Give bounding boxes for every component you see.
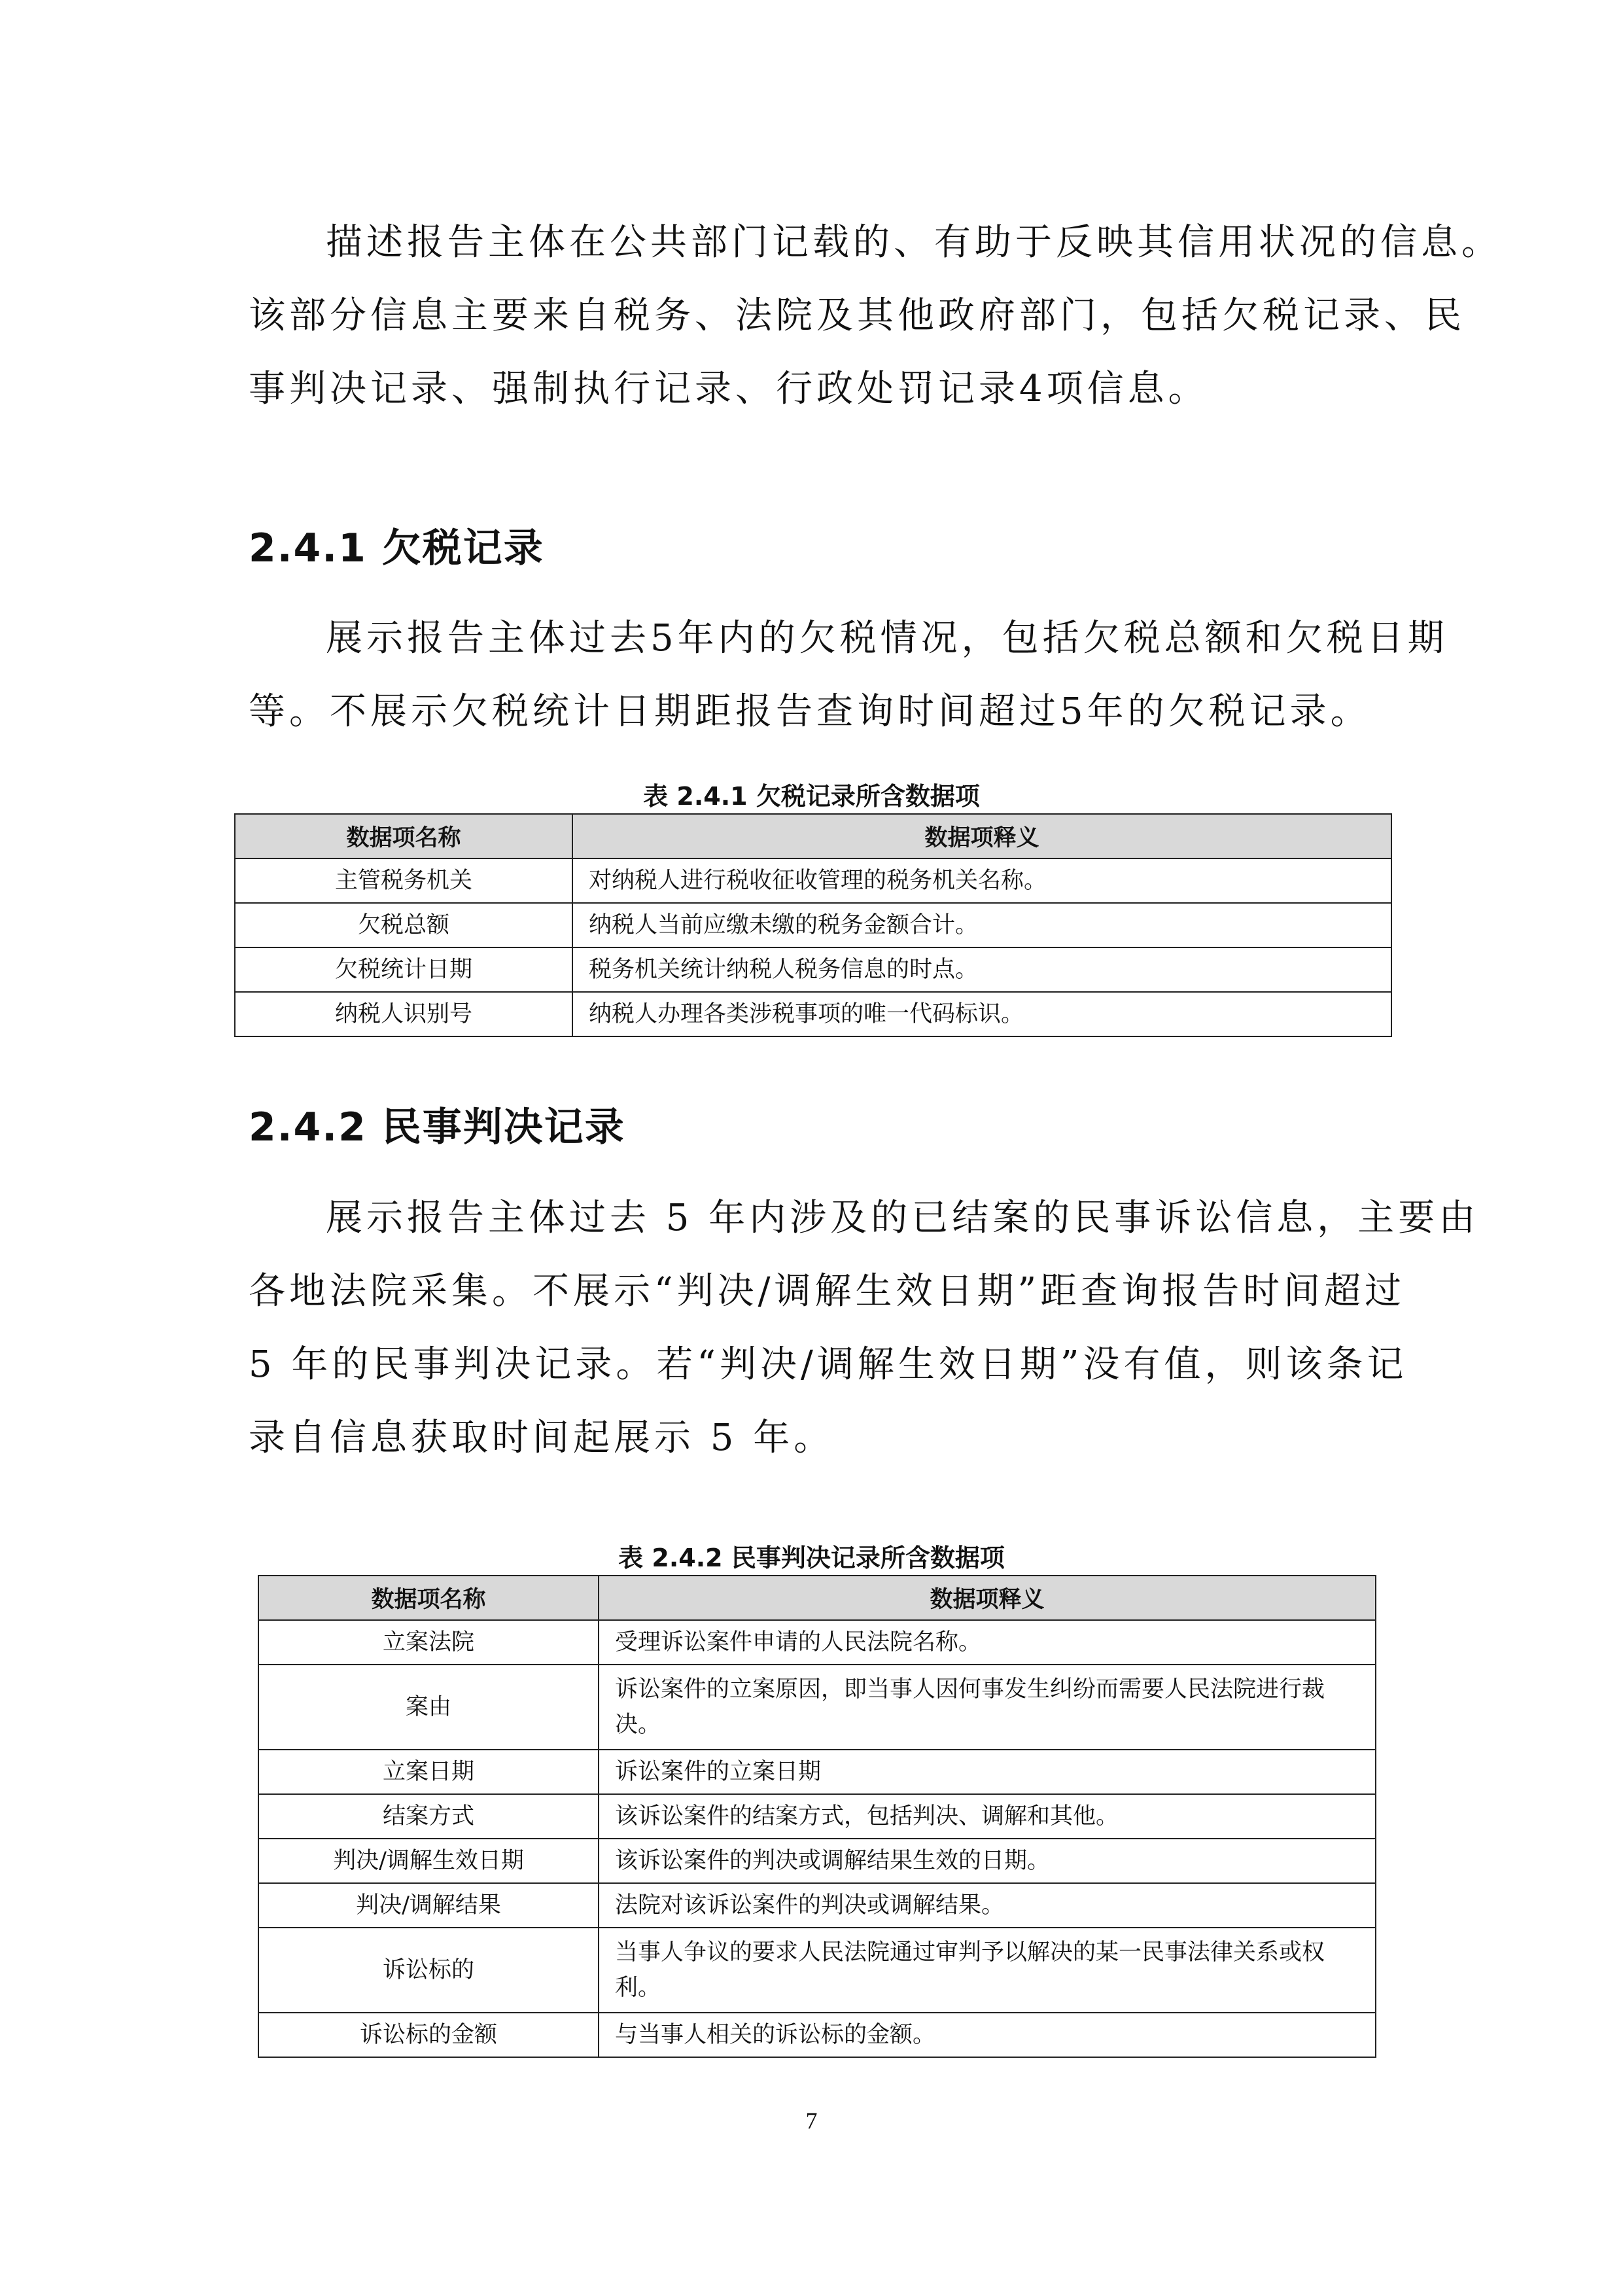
field-name-cell: 欠税总额 xyxy=(235,903,572,947)
table-caption-2-4-1: 表 2.4.1 欠税记录所含数据项 xyxy=(643,782,980,811)
field-name-cell: 欠税统计日期 xyxy=(235,947,572,992)
table-row xyxy=(258,1839,1376,1883)
column-header-definition: 数据项释义 xyxy=(572,814,1391,858)
section1-line: 展示报告主体过去5年内的欠税情况，包括欠税总额和欠税日期 xyxy=(326,617,1448,660)
section2-line: 各地法院采集。不展示“判决/调解生效日期”距查询报告时间超过 xyxy=(249,1270,1406,1313)
field-definition-cell: 纳税人当前应缴未缴的税务金额合计。 xyxy=(572,903,1391,947)
table-caption-2-4-2: 表 2.4.2 民事判决记录所含数据项 xyxy=(618,1544,1005,1572)
table-row xyxy=(235,903,1391,947)
table-row xyxy=(258,1620,1376,1665)
field-definition-cell: 税务机关统计纳税人税务信息的时点。 xyxy=(572,947,1391,992)
table-row xyxy=(235,858,1391,903)
table-row xyxy=(235,992,1391,1036)
field-definition-cell: 诉讼案件的立案原因，即当事人因何事发生纠纷而需要人民法院进行裁决。 xyxy=(599,1665,1376,1750)
field-definition-cell: 纳税人办理各类涉税事项的唯一代码标识。 xyxy=(572,992,1391,1036)
table-row xyxy=(258,1883,1376,1928)
table-row xyxy=(258,2013,1376,2057)
section1-paragraph xyxy=(249,602,1448,749)
section-heading-2-4-2: 2.4.2 民事判决记录 xyxy=(249,1104,625,1150)
field-name-cell: 结案方式 xyxy=(258,1794,599,1839)
intro-paragraph xyxy=(249,206,1502,426)
field-definition-cell: 诉讼案件的立案日期 xyxy=(599,1750,1376,1794)
table-row xyxy=(258,1794,1376,1839)
section2-line: 录自信息获取时间起展示 5 年。 xyxy=(249,1417,835,1459)
field-name-cell: 纳税人识别号 xyxy=(235,992,572,1036)
intro-line: 描述报告主体在公共部门记载的、有助于反映其信用状况的信息。 xyxy=(326,221,1502,264)
field-definition-cell: 该诉讼案件的结案方式，包括判决、调解和其他。 xyxy=(599,1794,1376,1839)
field-definition-cell: 当事人争议的要求人民法院通过审判予以解决的某一民事法律关系或权利。 xyxy=(599,1928,1376,2013)
page-number: 7 xyxy=(805,2108,818,2134)
field-definition-cell: 法院对该诉讼案件的判决或调解结果。 xyxy=(599,1883,1376,1928)
civil-judgment-table xyxy=(258,1575,1376,2058)
tax-arrears-table xyxy=(234,813,1392,1037)
section2-line: 5 年的民事判决记录。若“判决/调解生效日期”没有值，则该条记 xyxy=(249,1343,1408,1386)
field-definition-cell: 对纳税人进行税收征收管理的税务机关名称。 xyxy=(572,858,1391,903)
field-name-cell: 判决/调解结果 xyxy=(258,1883,599,1928)
column-header-name: 数据项名称 xyxy=(235,814,572,858)
intro-line: 该部分信息主要来自税务、法院及其他政府部门，包括欠税记录、民 xyxy=(249,294,1465,337)
field-name-cell: 诉讼标的 xyxy=(258,1928,599,2013)
table-row xyxy=(258,1665,1376,1750)
field-name-cell: 判决/调解生效日期 xyxy=(258,1839,599,1883)
section2-paragraph xyxy=(249,1182,1480,1475)
table-header-row xyxy=(258,1576,1376,1620)
column-header-name: 数据项名称 xyxy=(258,1576,599,1620)
field-name-cell: 诉讼标的金额 xyxy=(258,2013,599,2057)
field-definition-cell: 受理诉讼案件申请的人民法院名称。 xyxy=(599,1620,1376,1665)
field-name-cell: 立案法院 xyxy=(258,1620,599,1665)
table-row xyxy=(258,1750,1376,1794)
field-name-cell: 立案日期 xyxy=(258,1750,599,1794)
table-row xyxy=(235,947,1391,992)
column-header-definition: 数据项释义 xyxy=(599,1576,1376,1620)
field-definition-cell: 该诉讼案件的判决或调解结果生效的日期。 xyxy=(599,1839,1376,1883)
field-name-cell: 主管税务机关 xyxy=(235,858,572,903)
table-header-row xyxy=(235,814,1391,858)
field-definition-cell: 与当事人相关的诉讼标的金额。 xyxy=(599,2013,1376,2057)
intro-line: 事判决记录、强制执行记录、行政处罚记录4项信息。 xyxy=(249,368,1209,410)
section1-line: 等。不展示欠税统计日期距报告查询时间超过5年的欠税记录。 xyxy=(249,690,1371,733)
section2-line: 展示报告主体过去 5 年内涉及的已结案的民事诉讼信息，主要由 xyxy=(326,1197,1480,1239)
section-heading-2-4-1: 2.4.1 欠税记录 xyxy=(249,525,544,571)
field-name-cell: 案由 xyxy=(258,1665,599,1750)
table-row xyxy=(258,1928,1376,2013)
